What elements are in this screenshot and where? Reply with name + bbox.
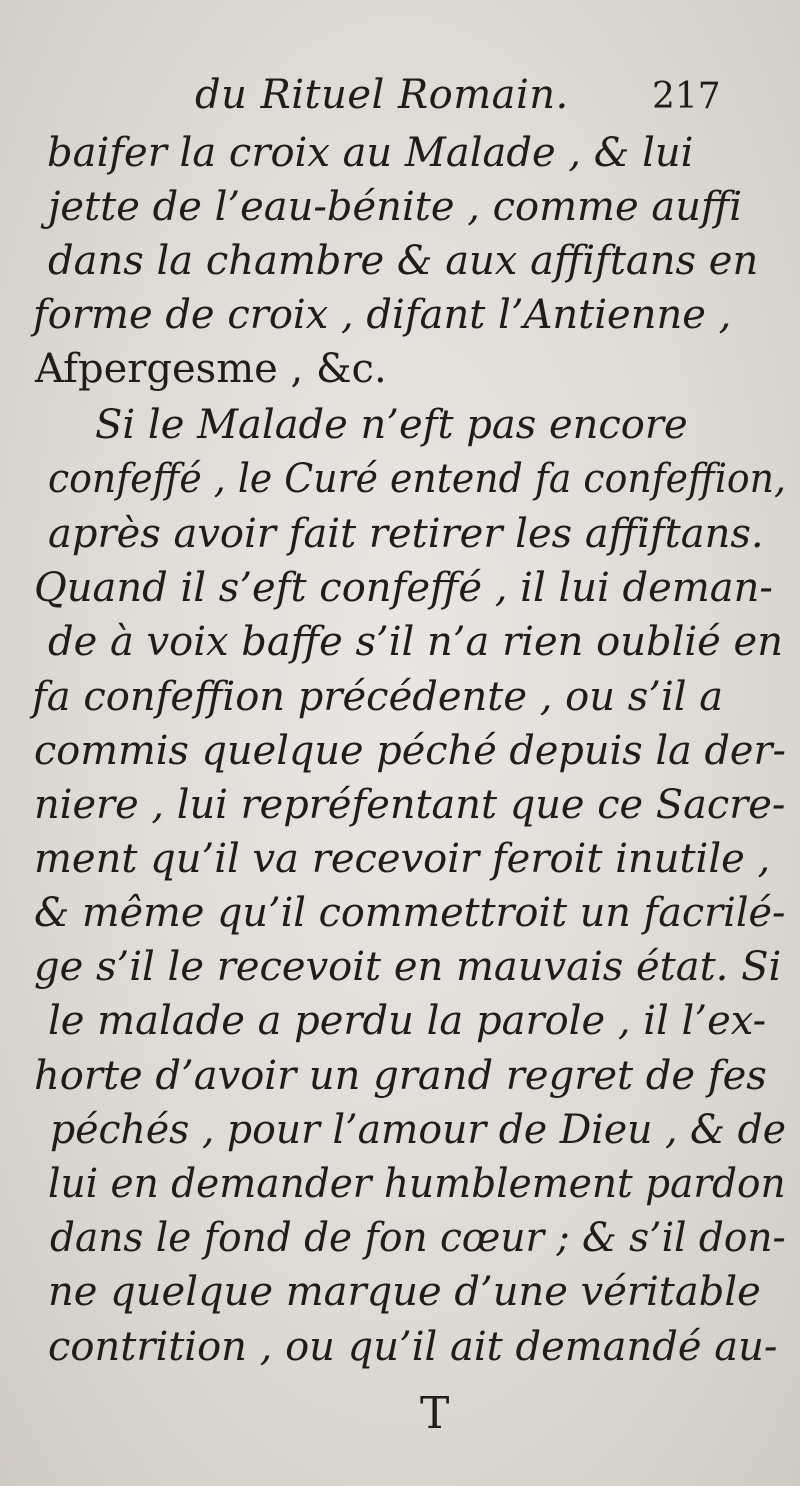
text-line-12: commis quelque péché depuis la der- (34, 728, 786, 774)
text-line-2: jette de l’eau-bénite , comme auffi (48, 184, 743, 230)
text-line-4: forme de croix , difant l’Antienne , (33, 292, 732, 338)
text-line-18: horte d’avoir un grand regret de fes (34, 1053, 767, 1099)
text-line-7: confeffé , le Curé entend fa confeffion, (48, 456, 787, 502)
page-header (0, 62, 800, 122)
page-number: 217 (652, 76, 721, 117)
text-line-14: ment qu’il va recevoir feroit inutile , (34, 836, 771, 882)
text-line-21: dans le fond de fon cœur ; & s’il don- (50, 1215, 786, 1261)
text-line-23: contrition , ou qu’il ait demandé au- (48, 1324, 778, 1370)
text-line-6: Si le Malade n’eft pas encore (95, 402, 688, 448)
text-line-16: ge s’il le recevoit en mauvais état. Si (34, 944, 782, 990)
text-line-9: Quand il s’eft confeffé , il lui deman- (34, 565, 773, 611)
running-title: du Rituel Romain. (195, 72, 569, 118)
signature-mark: T (420, 1388, 450, 1439)
text-line-8: après avoir fait retirer les affiftans. (48, 511, 764, 557)
text-line-17: le malade a perdu la parole , il l’ex- (48, 998, 767, 1044)
text-line-15: & même qu’il commettroit un facrilé- (34, 890, 786, 936)
text-line-22: ne quelque marque d’une véritable (48, 1269, 761, 1315)
text-line-11: fa confeffion précédente , ou s’il a (32, 674, 724, 720)
text-line-1: baifer la croix au Malade , & lui (47, 130, 694, 176)
text-line-10: de à voix baffe s’il n’a rien oublié en (48, 619, 783, 665)
text-line-3: dans la chambre & aux affiftans en (48, 238, 759, 284)
text-line-20: lui en demander humblement pardon (48, 1161, 786, 1207)
text-line-19: péchés , pour l’amour de Dieu , & de (50, 1107, 787, 1153)
text-line-13: niere , lui repréfentant que ce Sacre- (34, 782, 786, 828)
text-line-5: Afpergesme , &c. (35, 346, 387, 392)
